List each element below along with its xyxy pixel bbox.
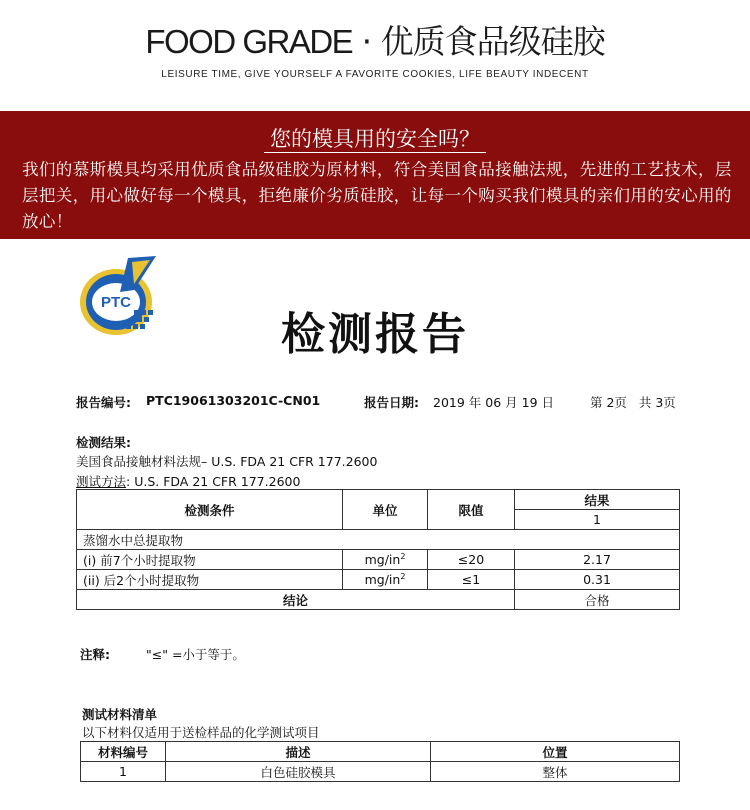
method-line: 测试方法: U.S. FDA 21 CFR 177.2600 bbox=[76, 474, 301, 489]
conclusion-label: 结论 bbox=[77, 590, 515, 610]
banner-question: 您的模具用的安全吗？ bbox=[0, 123, 750, 153]
page-subtitle: LEISURE TIME, GIVE YOURSELF A FAVORITE COOKIES, LIFE BEAUTY INDECENT bbox=[161, 69, 589, 80]
report-date: 2019 年 06 月 19 日 bbox=[433, 395, 554, 410]
materials-desc: 以下材料仅适用于送检样品的化学测试项目 bbox=[82, 725, 320, 740]
header-result-no: 1 bbox=[515, 510, 680, 530]
note-text: "≤" =小于等于。 bbox=[146, 647, 245, 662]
header-condition: 检测条件 bbox=[77, 490, 343, 530]
header bbox=[0, 0, 750, 110]
report-number: PTC19061303201C-CN01 bbox=[146, 393, 321, 408]
table-cell: 1 bbox=[81, 762, 166, 782]
conclusion-value: 合格 bbox=[515, 590, 680, 610]
table-cell: $mg/in^2$ bbox=[343, 570, 428, 590]
table-row bbox=[77, 570, 680, 590]
header-result: 结果 bbox=[515, 490, 680, 510]
table-row bbox=[81, 762, 680, 782]
materials-table bbox=[80, 741, 680, 782]
banner-paragraph: 我们的慕斯模具均采用优质食品级硅胶为原材料，符合美国食品接触法规，先进的工艺技术，层层把关，用心做好每一个模具，拒绝廉价劣质硅胶，让每一个购买我们模具的亲们用的安心用的放心！ bbox=[22, 160, 732, 231]
report-title: 检测报告 bbox=[281, 309, 469, 360]
safety-banner bbox=[0, 111, 750, 239]
materials-header-location: 位置 bbox=[431, 742, 680, 762]
table-row bbox=[77, 550, 680, 570]
report-number-label: 报告编号: bbox=[76, 395, 131, 410]
materials-title: 测试材料清单 bbox=[82, 707, 158, 722]
page-title: FOOD GRADE · 优质食品级硅胶 bbox=[145, 22, 605, 61]
results-label: 检测结果: bbox=[76, 435, 131, 450]
logo-text: PTC bbox=[101, 294, 131, 311]
table-cell: (i) 前7个小时提取物 bbox=[77, 550, 343, 570]
table-cell: (ii) 后2个小时提取物 bbox=[77, 570, 343, 590]
table-cell: $mg/in^2$ bbox=[343, 550, 428, 570]
table-row bbox=[77, 590, 680, 610]
page-bottom bbox=[0, 792, 750, 810]
table-cell: 0.31 bbox=[515, 570, 680, 590]
table-row bbox=[77, 490, 680, 510]
note-label: 注释: bbox=[80, 647, 110, 662]
table-cell: ≤20 bbox=[428, 550, 515, 570]
group-row: 蒸馏水中总提取物 bbox=[77, 530, 680, 550]
report-page: 第 2页 共 3页 bbox=[590, 395, 676, 410]
header-unit: 单位 bbox=[343, 490, 428, 530]
header-limit: 限值 bbox=[428, 490, 515, 530]
table-row bbox=[77, 530, 680, 550]
table-row bbox=[81, 742, 680, 762]
regulation-line: 美国食品接触材料法规– U.S. FDA 21 CFR 177.2600 bbox=[76, 454, 378, 469]
results-table bbox=[76, 489, 680, 610]
table-cell: 整体 bbox=[431, 762, 680, 782]
report-date-label: 报告日期: bbox=[364, 395, 419, 410]
materials-header-desc: 描述 bbox=[166, 742, 431, 762]
materials-header-id: 材料编号 bbox=[81, 742, 166, 762]
table-cell: 白色硅胶模具 bbox=[166, 762, 431, 782]
table-cell: ≤1 bbox=[428, 570, 515, 590]
table-cell: 2.17 bbox=[515, 550, 680, 570]
